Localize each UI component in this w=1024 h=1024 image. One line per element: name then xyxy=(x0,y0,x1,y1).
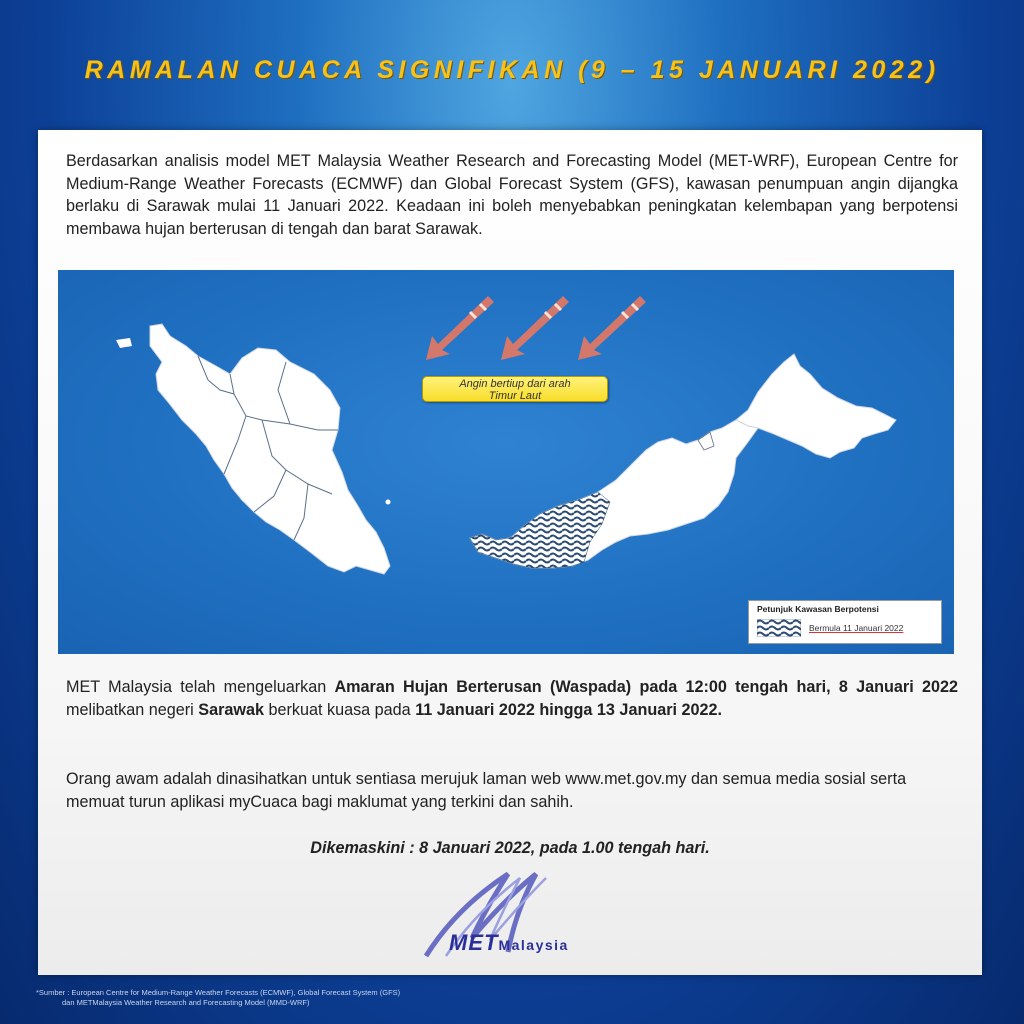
sabah xyxy=(736,354,896,458)
logo-wordmark xyxy=(449,930,569,956)
source-line-2: dan METMalaysia Weather Research and Forecasting Model (MMD-WRF) xyxy=(62,998,310,1007)
warning-bold-1: Amaran Hujan Berterusan (Waspada) pada 12:00 tengah hari, 8 Januari 2022 xyxy=(334,678,958,696)
map-legend xyxy=(748,600,942,644)
advice-paragraph: Orang awam adalah dinasihatkan untuk sentiasa merujuk laman web www.met.gov.my dan semua media sosial serta memuat turun aplikasi myCuaca bagi maklumat yang terkini dan sahih. xyxy=(66,770,907,811)
warning-text-2: melibatkan negeri xyxy=(66,700,199,719)
wind-label-line2: Timur Laut xyxy=(488,389,542,402)
warning-bold-3: 11 Januari 2022 hingga 13 Januari 2022. xyxy=(415,700,723,719)
wind-label-line1: Angin bertiup dari arah xyxy=(459,378,571,390)
legend-title: Petunjuk Kawasan Berpotensi xyxy=(757,604,879,614)
updated-timestamp: Dikemaskini : 8 Januari 2022, pada 1.00 tengah hari. xyxy=(310,839,710,857)
page-title: RAMALAN CUACA SIGNIFIKAN (9 – 15 JANUARI 2022) xyxy=(84,56,940,84)
logo-met: MET xyxy=(449,930,499,955)
warning-text-3: berkuat kuasa pada xyxy=(263,700,416,719)
forecast-map xyxy=(58,270,954,654)
legend-hatch-icon xyxy=(757,619,801,637)
wind-arrow-icon xyxy=(426,296,494,360)
intro-paragraph: Berdasarkan analisis model MET Malaysia Weather Research and Forecasting Model (MET-WRF), European Centre for Medium-Range Weather Forecasts (ECMWF) dan Global Forecast System (GFS), kawasan penumpuan angin dijangka berlaku di Sarawak mulai 11 Januari 2022. Keadaan ini boleh menyebabkan peningkatan kelembapan yang berpotensi membawa hujan berterusan di tengah dan barat Sarawak. xyxy=(66,152,958,238)
wind-direction-label xyxy=(422,376,608,402)
source-line-1: *Sumber : European Centre for Medium-Range Weather Forecasts (ECMWF), Global Forecast System (GFS) xyxy=(36,988,401,997)
wind-arrow-icon xyxy=(501,296,569,360)
map-graphic xyxy=(58,270,954,654)
legend-item: Bermula 11 Januari 2022 xyxy=(809,623,904,633)
content-card xyxy=(38,130,982,975)
warning-paragraph xyxy=(66,676,958,721)
wind-arrow-icon xyxy=(578,296,646,360)
source-note xyxy=(36,988,636,1008)
warning-text-1: MET Malaysia telah mengeluarkan xyxy=(66,678,335,696)
logo-malaysia: Malaysia xyxy=(498,937,569,953)
warning-bold-2: Sarawak xyxy=(198,700,264,719)
